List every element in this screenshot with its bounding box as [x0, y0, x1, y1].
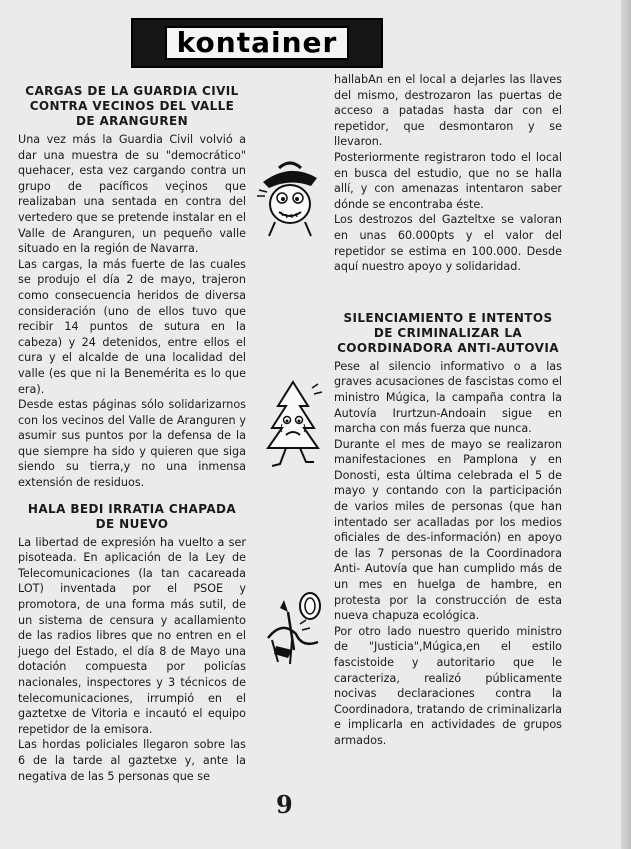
article-paragraph: Posteriormente registraron todo el local en busca del estudio, que no se halla allí, y con amenazas intentaron saber dónde se encontraba éste. [334, 150, 562, 211]
masthead-title: kontainer [176, 26, 338, 59]
article-paragraph: La libertad de expresión ha vuelto a ser pisoteada. En aplicación de la Ley de Telecomunicaciones (la tan cacareada LOT) inventada por el PSOE y promotora, de una forma más sutil, de un sistema de censura y acallamiento de las radios libres que no entren en el juego del Estado, el día 8 de Mayo una dotación compuesta por policías nacionales, inspectores y 3 técnicos de telecomunicaciones, irrumpió en el gaztetxe de Vitoria e incautó el equipo repetidor de la emisora. [18, 535, 246, 736]
crying-tree-cartoon-illustration [262, 378, 324, 470]
article-paragraph: hallabAn en el local a dejarles las llaves del mismo, destrozaron las puertas de acceso a patadas hasta dar con el repetidor, que desmontaron y se llevaron. [334, 73, 562, 149]
masthead-frame [165, 26, 350, 60]
article-paragraph: Durante el mes de mayo se realizaron manifestaciones en Pamplona y en Donosti, esta última celebrada el 5 de mayo y contando con la participación de varios miles de personas (que han intentado ser acalladas por los medios oficiales de des-información) en apoyo de las 7 personas de la Coordinadora Anti- Autovía que han cumplido más de un mes en huelga de hambre, en protesta por la construcción de esta nueva chapuza ecológica. [334, 437, 562, 623]
article-heading-anti-autovia: SILENCIAMIENTO E INTENTOS DE CRIMINALIZAR LA COORDINADORA ANTI-AUTOVIA [337, 310, 559, 355]
article-paragraph: Desde estas páginas sólo solidarizarnos con los vecinos del Valle de Aranguren y asumir sus puntos por la defensa de la que siempre ha sido y quieren que siga siendo su tierra,y no una inmensa extensión de residuos. [18, 398, 246, 490]
article-paragraph: Las hordas policiales llegaron sobre las 6 de la tarde al gaztetxe y, ante la negativa de las 5 personas que se [18, 738, 246, 783]
right-column [334, 72, 562, 749]
guardia-civil-cartoon-illustration [255, 160, 325, 238]
radio-antenna-cartoon-illustration [262, 590, 330, 668]
article-paragraph: Las cargas, la más fuerte de las cuales se produjo el día 2 de mayo, trajeron como consecuencia heridos de diversa consideración (uno de ellos tuvo que recibir 14 puntos de sutura en la cabeza) y 24 detenidos, entre ellos el cura y el alcalde de una localidad del valle (es que ni la Benemérita es lo que era). [18, 257, 246, 396]
article-paragraph: Una vez más la Guardia Civil volvió a dar una muestra de su "democrático" quehacer, esta vez cargando contra un grupo de pacíficos veçinos que realizaban una sentada en contra del vertedero que se pretende instalar en el Valle de Aranguren, un pequeño valle situado en la región de Navarra. [18, 133, 246, 256]
article-heading-guardia-civil: CARGAS DE LA GUARDIA CIVIL CONTRA VECINOS DEL VALLE DE ARANGUREN [25, 84, 239, 128]
article-paragraph: Pese al silencio informativo o a las graves acusaciones de fascistas como el ministro Múgica, la campaña contra la Autovía Irurtzun-Andoain sigue en marcha con más fuerza que nunca. [334, 359, 562, 436]
page-edge-shadow [621, 0, 631, 849]
article-paragraph: Por otro lado nuestro querido ministro de "Justicia",Múgica,en el estilo fascistoide y autoritario que le caracteriza, realizó públicamente nocivas declaraciones contra la Coordinadora, tratando de criminalizarla e implicarla en actividades de grupos armados. [334, 624, 562, 747]
page-number: 9 [276, 790, 293, 819]
article-heading-hala-bedi: HALA BEDI IRRATIA CHAPADA DE NUEVO [27, 501, 237, 531]
left-column [18, 84, 246, 784]
masthead-banner [131, 18, 383, 68]
article-paragraph: Los destrozos del Gazteltxe se valoran en unas 60.000pts y el valor del repetidor se estima en 100.000. Desde aquí nuestro apoyo y solidaridad. [334, 213, 562, 274]
